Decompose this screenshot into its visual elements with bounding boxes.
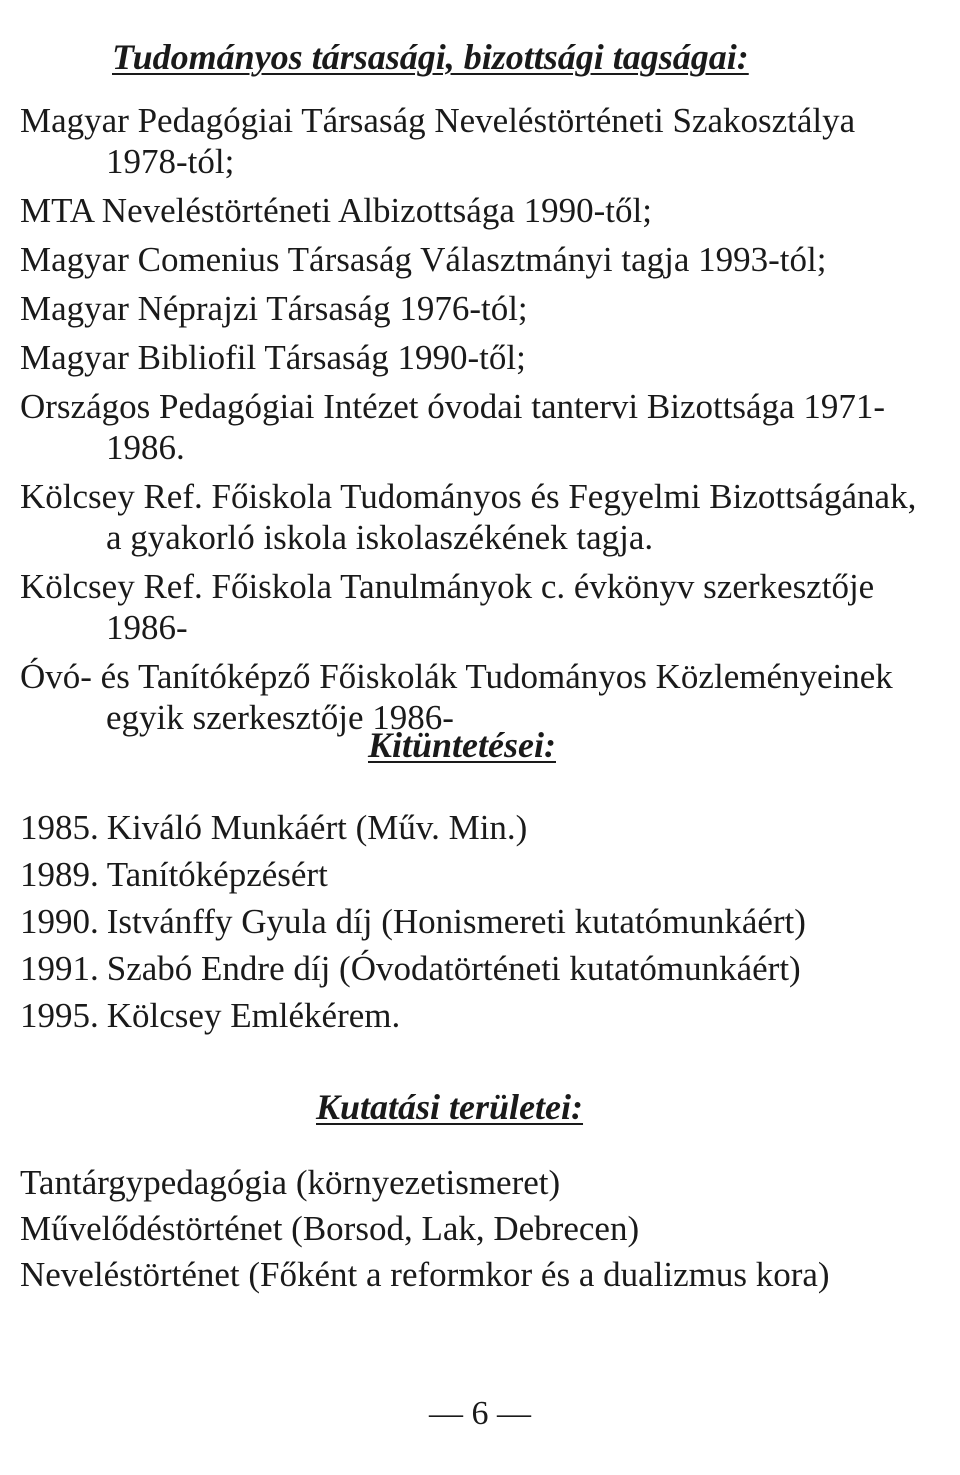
award-year: 1995. xyxy=(20,996,99,1035)
research-item: Neveléstörténet (Főként a reformkor és a dualizmus kora) xyxy=(20,1255,830,1294)
award-year: 1990. xyxy=(20,902,99,941)
award-text: Szabó Endre díj (Óvodatörténeti kutatómunkáért) xyxy=(106,949,801,988)
membership-item: Magyar Néprajzi Társaság 1976-tól; xyxy=(20,289,528,328)
research-item: Tantárgypedagógia (környezetismeret) xyxy=(20,1163,561,1202)
award-text: Istvánffy Gyula díj (Honismereti kutatómunkáért) xyxy=(106,902,806,941)
membership-item: MTA Neveléstörténeti Albizottsága 1990-től; xyxy=(20,191,652,230)
memberships-list xyxy=(20,100,940,746)
award-text: Kiváló Munkáért (Műv. Min.) xyxy=(106,808,528,847)
award-item xyxy=(20,948,940,989)
award-year: 1985. xyxy=(20,808,99,847)
membership-item: Óvó- és Tanítóképző Főiskolák Tudományos Közleményeinek egyik szerkesztője 1986- xyxy=(20,657,893,737)
membership-item: Magyar Pedagógiai Társaság Neveléstörténeti Szakosztálya 1978-tól; xyxy=(20,101,856,181)
award-year: 1989. xyxy=(20,855,99,894)
membership-item: Magyar Comenius Társaság Választmányi tagja 1993-tól; xyxy=(20,240,827,279)
membership-item: Magyar Bibliofil Társaság 1990-től; xyxy=(20,338,526,377)
membership-item: Kölcsey Ref. Főiskola Tudományos és Fegyelmi Bizottságának, a gyakorló iskola iskolaszékének tagja. xyxy=(20,477,917,557)
membership-item: Országos Pedagógiai Intézet óvodai tantervi Bizottsága 1971-1986. xyxy=(20,387,886,467)
award-text: Kölcsey Emlékérem. xyxy=(106,996,401,1035)
page-number: — 6 — xyxy=(429,1395,531,1432)
membership-item: Kölcsey Ref. Főiskola Tanulmányok c. évkönyv szerkesztője 1986- xyxy=(20,567,875,647)
research-list xyxy=(20,1162,940,1300)
awards-list xyxy=(20,807,940,1042)
award-item xyxy=(20,854,940,895)
award-item xyxy=(20,807,940,848)
award-year: 1991. xyxy=(20,949,99,988)
award-text: Tanítóképzésért xyxy=(106,855,328,894)
memberships-heading: Tudományos társasági, bizottsági tagságai: xyxy=(112,37,749,77)
awards-heading: Kitüntetései: xyxy=(368,725,556,765)
award-item xyxy=(20,995,940,1036)
research-item: Művelődéstörténet (Borsod, Lak, Debrecen) xyxy=(20,1209,640,1248)
award-item xyxy=(20,901,940,942)
research-heading: Kutatási területei: xyxy=(316,1087,584,1127)
